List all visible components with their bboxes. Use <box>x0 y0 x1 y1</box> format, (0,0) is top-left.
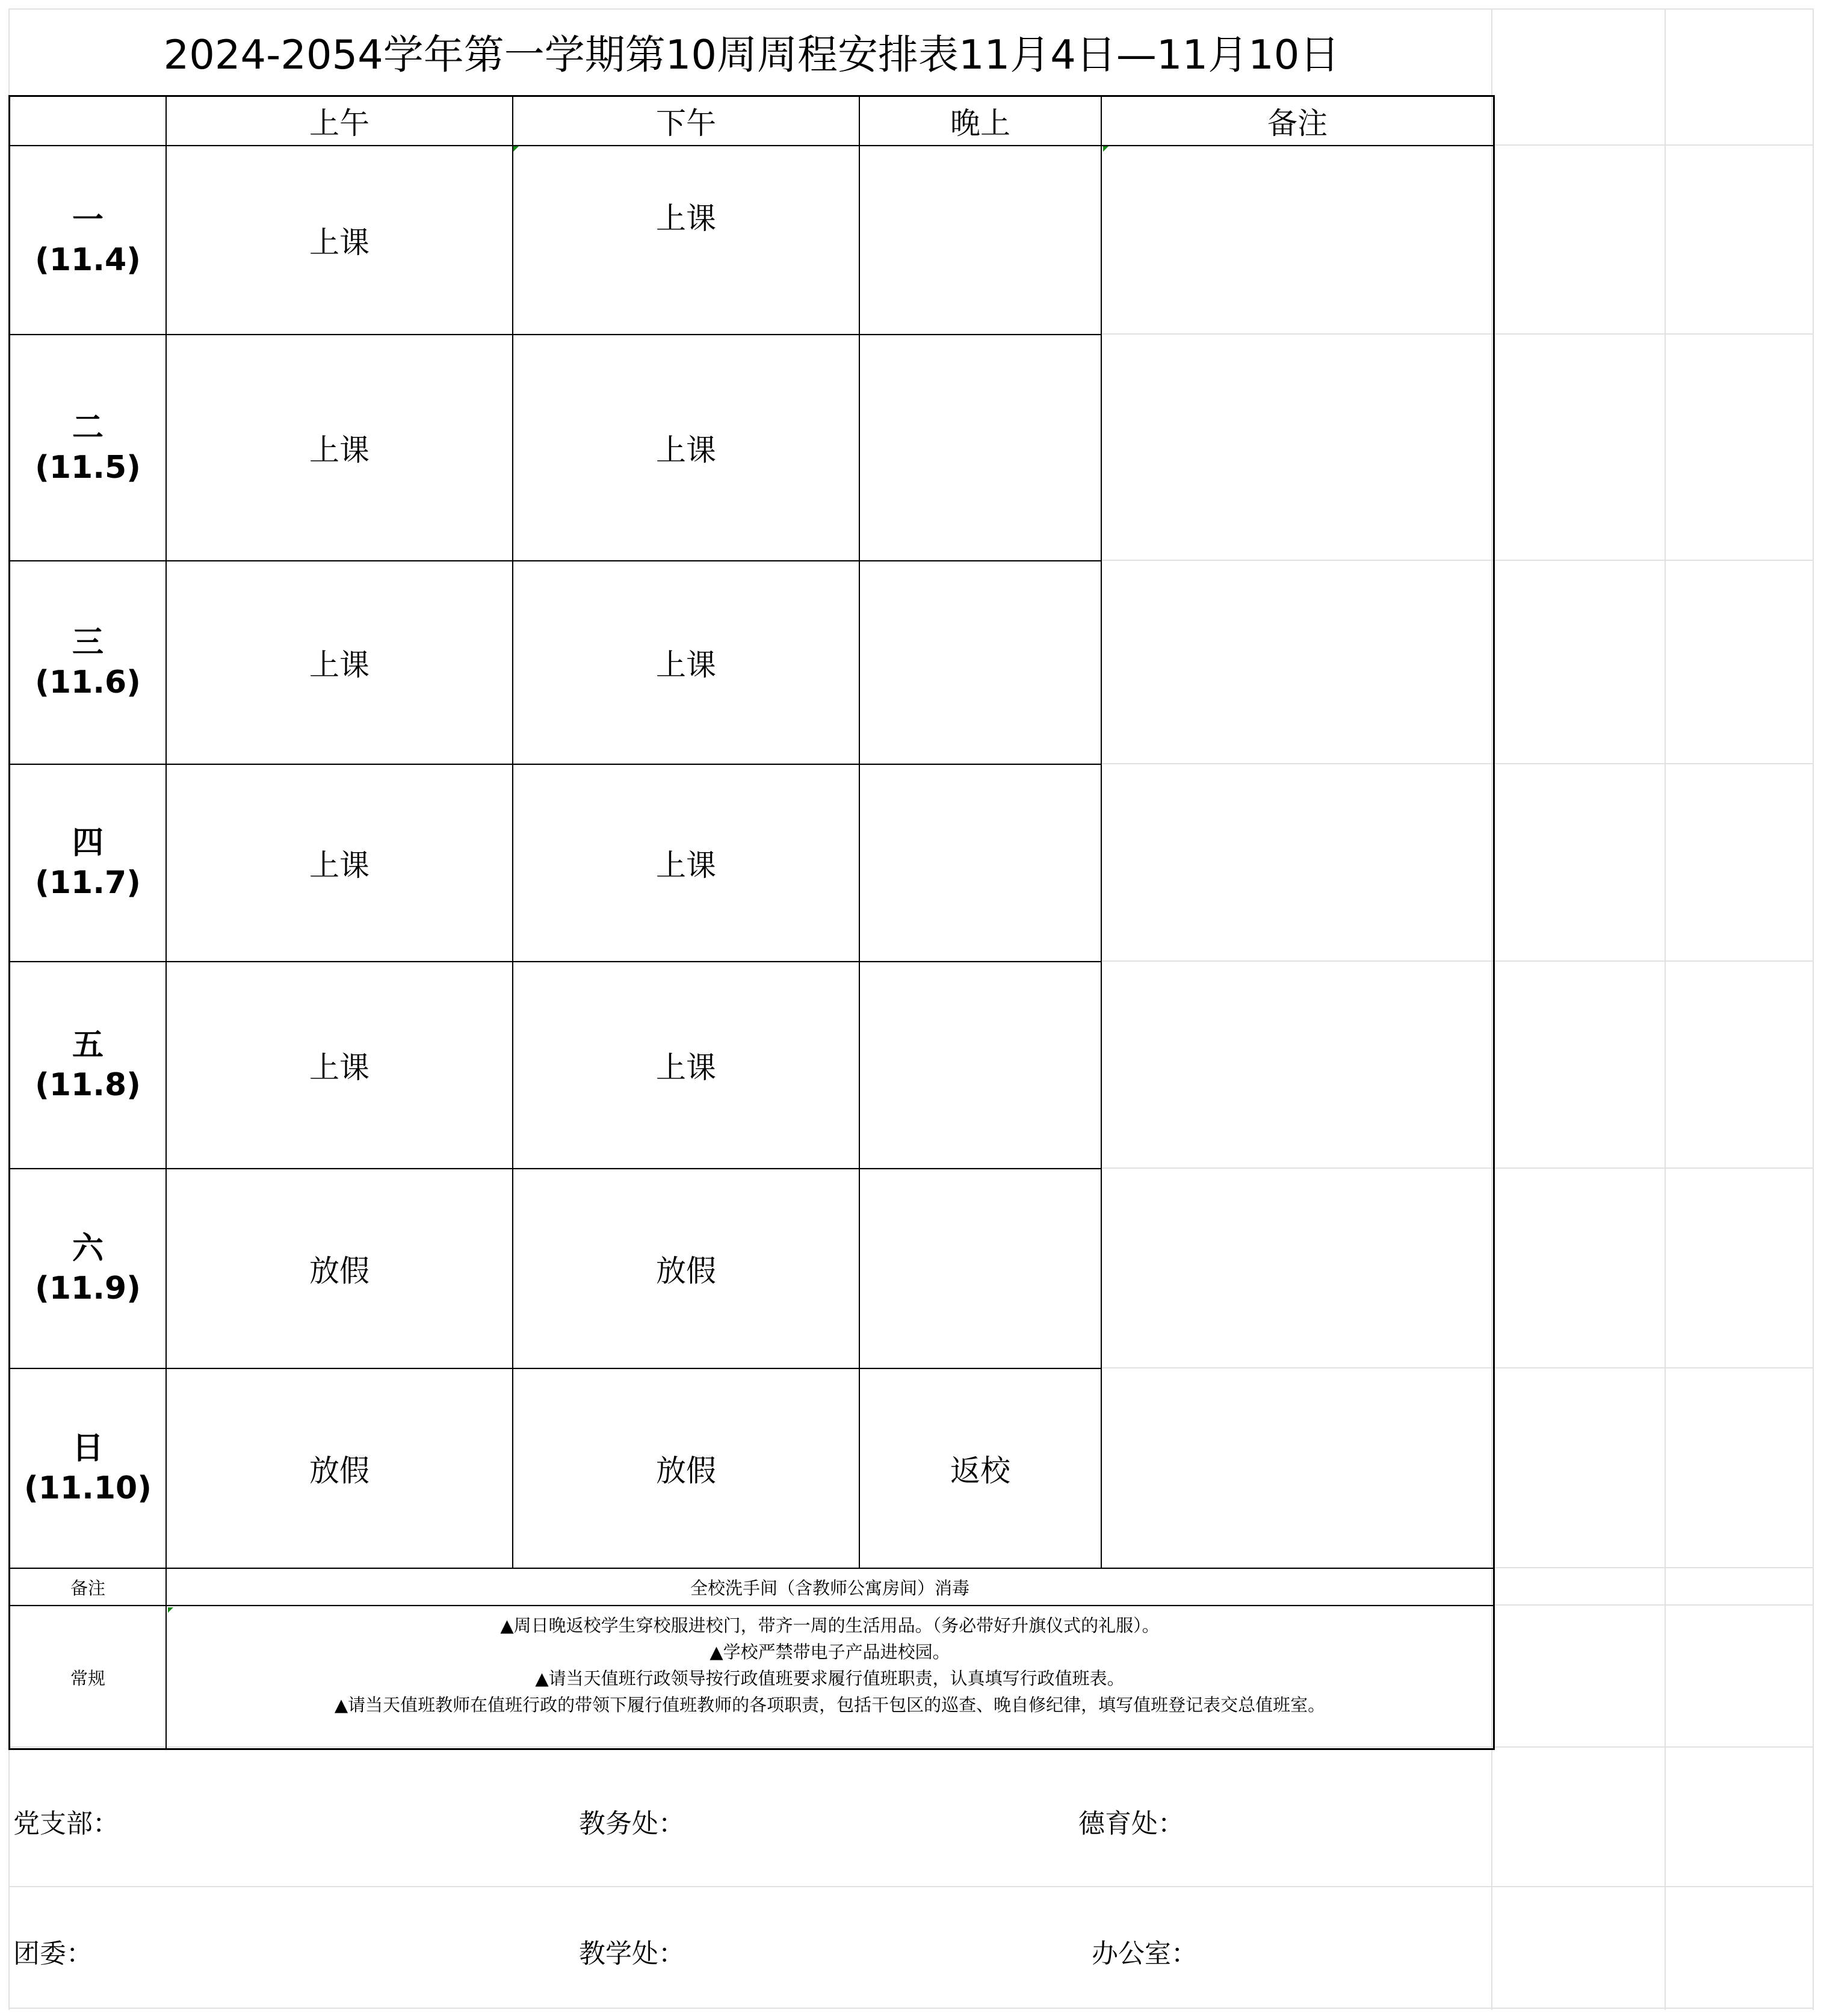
signature-moral-education: 德育处： <box>1078 1808 1184 1839</box>
morning-cell: 上课 <box>167 561 513 765</box>
signature-party: 党支部： <box>13 1808 119 1839</box>
day-date: (11.7) <box>35 865 141 901</box>
morning-cell: 放假 <box>167 1369 513 1569</box>
afternoon-cell: 放假 <box>513 1169 860 1369</box>
evening-cell <box>860 335 1102 561</box>
signature-teaching: 教学处： <box>579 1938 685 1969</box>
day-name: 二 <box>72 410 104 446</box>
comment-marker <box>1103 146 1108 152</box>
evening-cell <box>860 561 1102 765</box>
evening-cell <box>860 962 1102 1169</box>
morning-cell: 上课 <box>167 335 513 561</box>
signature-youth-league: 团委： <box>13 1938 93 1969</box>
evening-cell <box>860 765 1102 962</box>
day-date: (11.10) <box>23 1470 152 1506</box>
day-name: 六 <box>72 1231 104 1267</box>
afternoon-cell: 上课 <box>513 765 860 962</box>
afternoon-cell: 上课 <box>513 146 860 335</box>
morning-cell: 上课 <box>167 146 513 335</box>
day-label <box>10 561 167 765</box>
evening-cell: 返校 <box>860 1369 1102 1569</box>
day-date: (11.4) <box>35 242 141 278</box>
day-label <box>10 1369 167 1569</box>
evening-cell <box>860 146 1102 335</box>
remarks-label: 备注 <box>10 1569 167 1606</box>
day-label <box>10 335 167 561</box>
day-date: (11.8) <box>35 1067 141 1103</box>
day-name: 五 <box>72 1027 104 1063</box>
header-afternoon: 下午 <box>513 97 860 146</box>
afternoon-cell: 上课 <box>513 962 860 1169</box>
day-label <box>10 962 167 1169</box>
day-name: 三 <box>72 625 104 661</box>
day-label <box>10 146 167 335</box>
schedule-table <box>8 95 1495 1750</box>
header-morning: 上午 <box>167 97 513 146</box>
comment-marker <box>168 1607 173 1613</box>
remarks-text: 全校洗手间（含教师公寓房间）消毒 <box>167 1569 1493 1606</box>
day-date: (11.9) <box>35 1270 141 1306</box>
morning-cell: 放假 <box>167 1169 513 1369</box>
evening-cell <box>860 1169 1102 1369</box>
day-name: 一 <box>72 202 104 238</box>
day-label <box>10 765 167 962</box>
afternoon-cell: 放假 <box>513 1369 860 1569</box>
page-title: 2024-2054学年第一学期第10周周程安排表11月4日—11月10日 <box>163 31 1340 78</box>
header-evening: 晚上 <box>860 97 1102 146</box>
rule-item: ▲周日晚返校学生穿校服进校门，带齐一周的生活用品。（务必带好升旗仪式的礼服）。 <box>500 1615 1160 1636</box>
header-notes: 备注 <box>1102 97 1493 146</box>
rules-text <box>167 1606 1493 1748</box>
signature-academic-affairs: 教务处： <box>579 1808 685 1839</box>
day-date: (11.6) <box>35 664 141 700</box>
day-name: 日 <box>72 1430 104 1467</box>
afternoon-cell: 上课 <box>513 335 860 561</box>
rule-item: ▲学校严禁带电子产品进校园。 <box>710 1642 950 1662</box>
comment-marker <box>513 146 519 152</box>
header-blank <box>10 97 167 146</box>
signature-office: 办公室： <box>1092 1938 1198 1969</box>
notes-column-cell <box>1102 146 1493 1569</box>
day-name: 四 <box>72 825 104 861</box>
day-label <box>10 1169 167 1369</box>
afternoon-cell: 上课 <box>513 561 860 765</box>
rules-label: 常规 <box>10 1606 167 1748</box>
rule-item: ▲请当天值班行政领导按行政值班要求履行值班职责，认真填写行政值班表。 <box>535 1668 1125 1689</box>
day-date: (11.5) <box>35 450 141 486</box>
rule-item: ▲请当天值班教师在值班行政的带领下履行值班教师的各项职责，包括干包区的巡查、晚自修纪律，填写值班登记表交总值班室。 <box>334 1695 1326 1715</box>
morning-cell: 上课 <box>167 962 513 1169</box>
morning-cell: 上课 <box>167 765 513 962</box>
